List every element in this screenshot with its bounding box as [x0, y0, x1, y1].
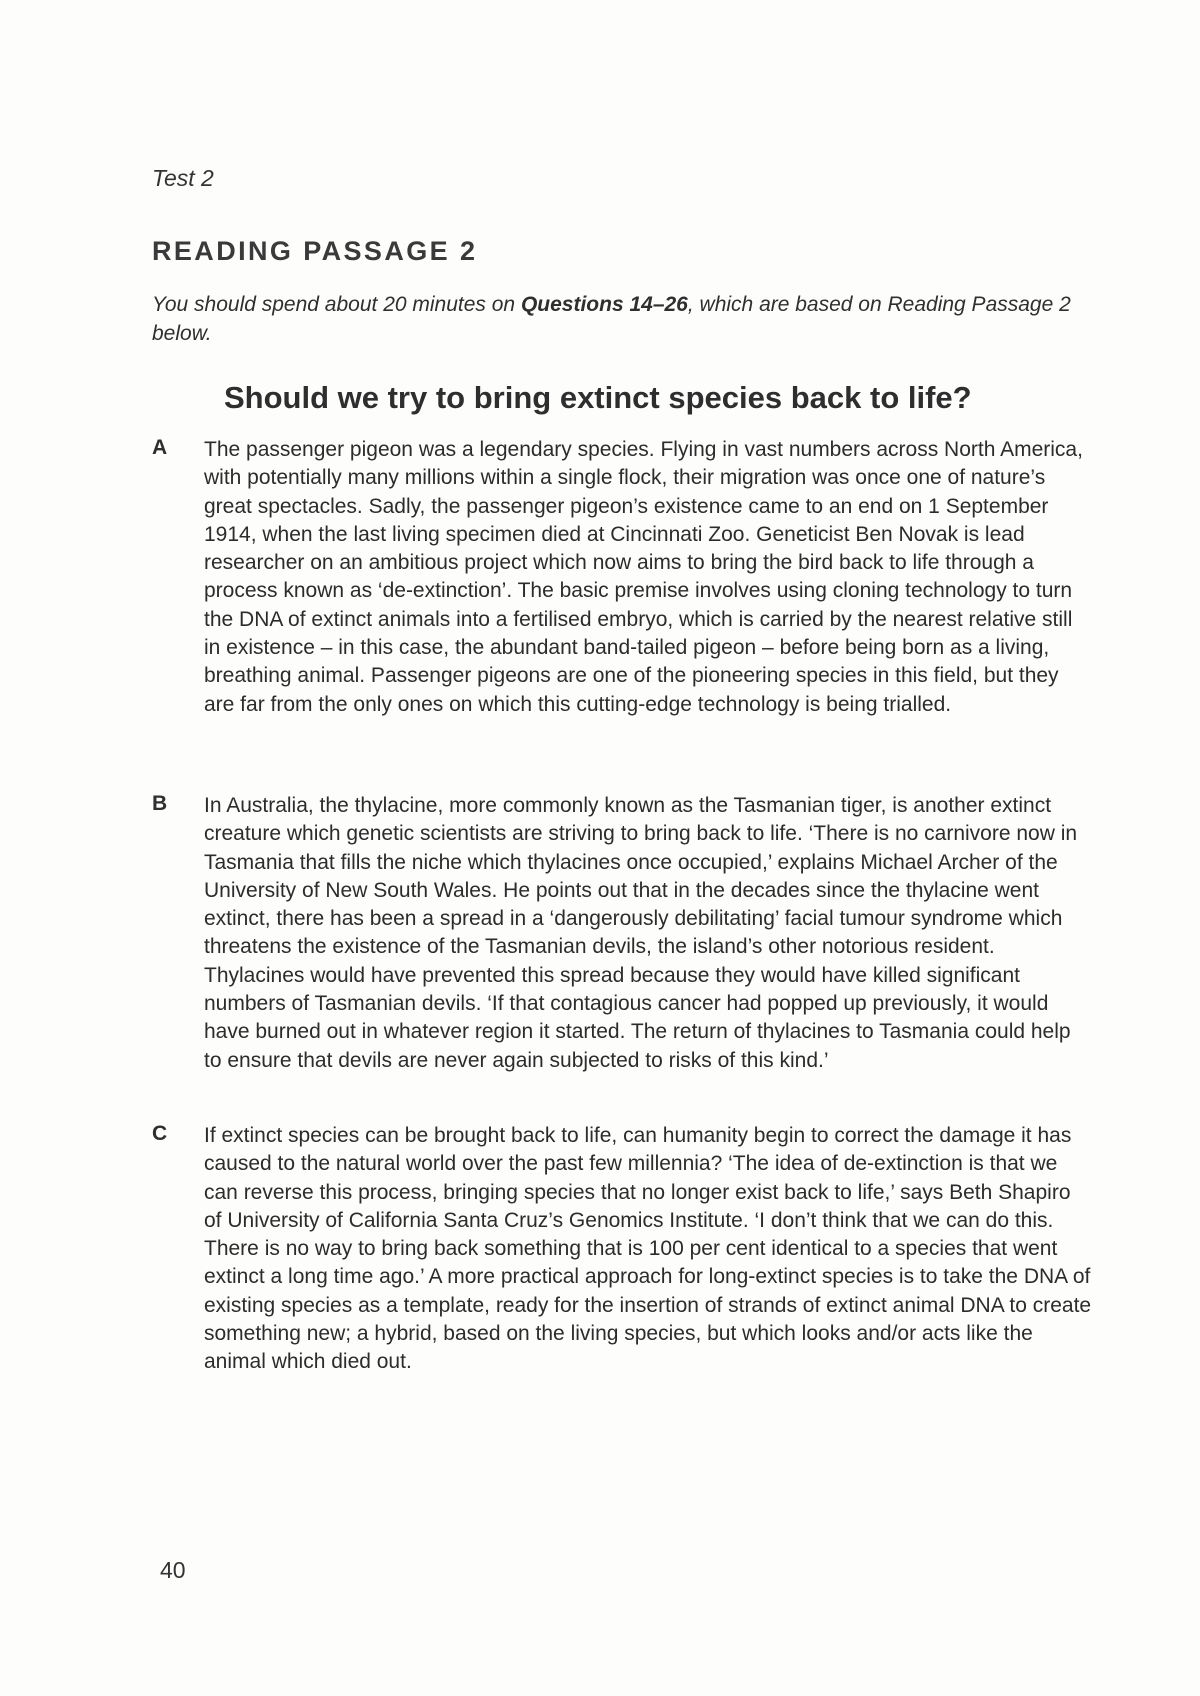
passage-heading: READING PASSAGE 2 [152, 236, 478, 266]
instructions-questions: Questions 14–26 [520, 293, 688, 316]
instructions-after: , which are based on Reading Passage 2 below. [152, 293, 1071, 345]
instructions [152, 290, 1092, 348]
running-head: Test 2 [152, 165, 214, 191]
instructions-before: You should spend about 20 minutes on [152, 293, 521, 316]
paragraph-text: If extinct species can be brought back to life, can humanity begin to correct the damage it has caused to the natural world over the past few millennia? ‘The idea of de-extinction is that we can reverse this process, bringing species that no longer exist back to life,’ says Beth Shapiro of University of California Santa Cruz’s Genomics Institute. ‘I don’t think that we can do this. There is no way to bring back something that is 100 per cent identical to a species that went extinct a long time ago.’ A more practical approach for long-extinct species is to take the DNA of existing species as a template, ready for the insertion of strands of extinct animal DNA to create something new; a hybrid, based on the living species, but which looks and/or acts like the animal which died out. [204, 1124, 1092, 1374]
paragraph-text: In Australia, the thylacine, more commonly known as the Tasmanian tiger, is another extinct creature which genetic scientists are striving to bring back to life. ‘There is no carnivore now in Tasmania that fills the niche which thylacines once occupied,’ explains Michael Archer of the University of New South Wales. He points out that in the decades since the thylacine went extinct, there has been a spread in a ‘dangerously debilitating’ facial tumour syndrome which threatens the existence of the Tasmanian devils, the island’s other notorious resident. Thylacines would have prevented this spread because they would have killed significant numbers of Tasmanian devils. ‘If that contagious cancer had popped up previously, it would have burned out in whatever region it started. The return of thylacines to Tasmania could help to ensure that devils are never again subjected to risks of this kind.’ [204, 794, 1078, 1072]
article-title: Should we try to bring extinct species back to life? [224, 380, 972, 415]
paragraph-letter: C [152, 1122, 168, 1145]
page-number: 40 [160, 1557, 186, 1583]
paragraph-text: The passenger pigeon was a legendary species. Flying in vast numbers across North America, with potentially many millions within a single flock, their migration was once one of nature’s great spectacles. Sadly, the passenger pigeon’s existence came to an end on 1 September 1914, when the last living specimen died at Cincinnati Zoo. Geneticist Ben Novak is lead researcher on an ambitious project which now aims to bring the bird back to life through a process known as ‘de-extinction’. The basic premise involves using cloning technology to turn the DNA of extinct animals into a fertilised embryo, which is carried by the nearest relative still in existence – in this case, the abundant band-tailed pigeon – before being born as a living, breathing animal. Passenger pigeons are one of the pioneering species in this field, but they are far from the only ones on which this cutting-edge technology is being trialled. [204, 438, 1083, 716]
paragraph-letter: B [152, 792, 168, 815]
paragraph-letter: A [152, 436, 168, 459]
